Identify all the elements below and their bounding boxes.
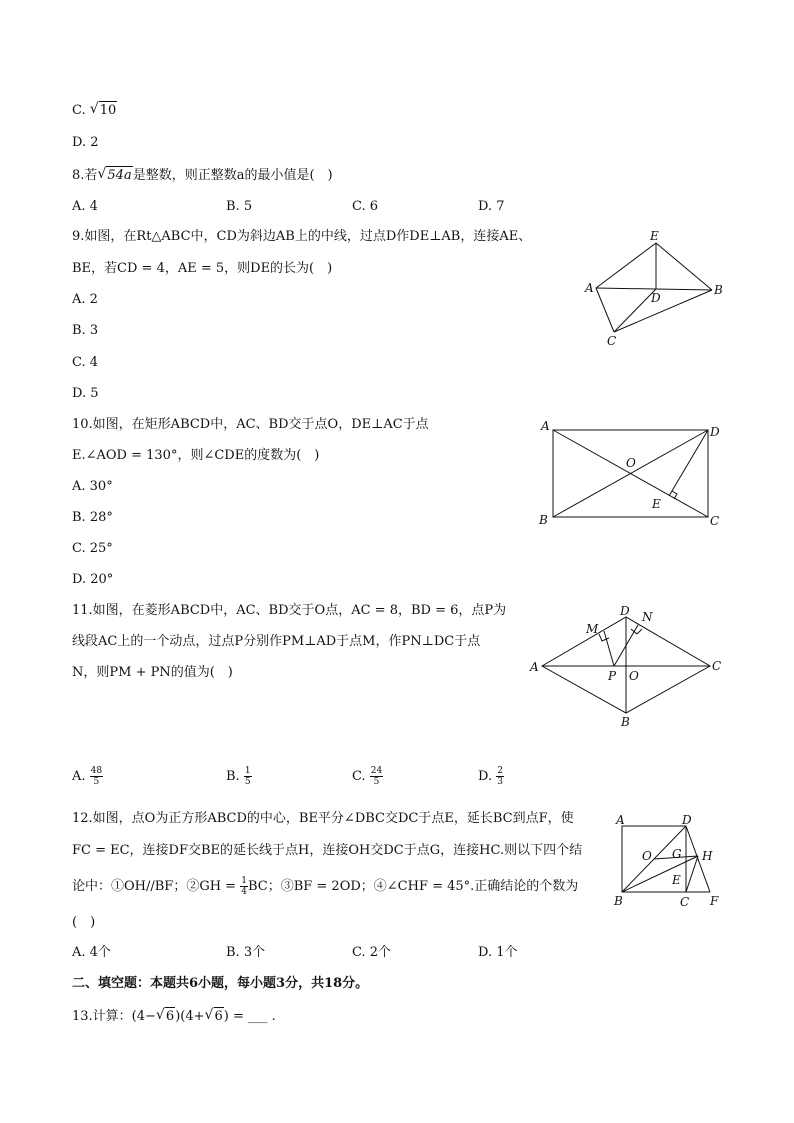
- sqrt-expression: √ 54a: [97, 166, 132, 183]
- segment-bh: [622, 856, 698, 892]
- option-label: D.: [478, 769, 493, 784]
- numerator: 1: [241, 876, 247, 886]
- q12-stem-line4: ( ): [72, 915, 96, 930]
- label-c: C: [712, 659, 722, 673]
- label-m: M: [586, 622, 599, 636]
- q9-option-d: D. 5: [72, 386, 99, 401]
- numerator: 24: [370, 766, 383, 776]
- q7-option-d: D. 2: [72, 135, 99, 150]
- label-c: C: [607, 334, 617, 348]
- label-e: E: [672, 873, 681, 887]
- q12-option-b: B. 3个: [226, 945, 266, 960]
- label-h: H: [702, 849, 713, 863]
- q10-option-d: D. 20°: [72, 572, 114, 587]
- segment-ae: [596, 243, 656, 288]
- q9-option-a: A. 2: [72, 292, 98, 307]
- label-c: C: [680, 895, 690, 909]
- option-label: C.: [352, 769, 366, 784]
- denominator: 5: [373, 777, 380, 787]
- q12-option-d: D. 1个: [478, 945, 518, 960]
- denominator: 3: [497, 777, 503, 787]
- label-a: A: [585, 281, 594, 295]
- label-a: A: [530, 660, 539, 674]
- label-o: O: [642, 849, 652, 863]
- q12-stem-line1: 12.如图，点O为正方形ABCD的中心，BE平分∠DBC交DC于点E，延长BC到点F，使: [72, 811, 574, 826]
- numerator: 1: [244, 766, 251, 776]
- label-d: D: [710, 425, 720, 439]
- q11-option-b: [226, 766, 252, 787]
- segment-cd: [614, 289, 656, 332]
- q10-stem-line1: 10.如图，在矩形ABCD中，AC、BD交于点O，DE⊥AC于点: [72, 417, 429, 432]
- q9-option-c: C. 4: [72, 355, 99, 370]
- segment-hc: [686, 856, 698, 892]
- label-c: C: [710, 514, 720, 528]
- q11-stem-line3: N，则PM + PN的值为( ): [72, 665, 233, 680]
- segment-pm: [604, 631, 614, 666]
- q10-figure: [536, 414, 726, 532]
- segment-de: [669, 430, 708, 496]
- q10-stem-line2: E.∠AOD = 130°，则∠CDE的度数为( ): [72, 448, 320, 463]
- label-o: O: [626, 456, 636, 470]
- q9-figure: [580, 228, 730, 348]
- q12-stem-line3: [72, 876, 578, 897]
- label-n: N: [642, 610, 653, 624]
- segment-cb: [614, 290, 712, 332]
- label-a: A: [616, 813, 625, 827]
- label-b: B: [714, 283, 723, 297]
- q11-stem-line2: 线段AC上的一个动点，过点P分别作PM⊥AD于点M，作PN⊥DC于点: [72, 634, 481, 649]
- q8-option-c: C. 6: [352, 199, 379, 214]
- numerator: 2: [497, 766, 503, 776]
- q9-stem-line1: 9.如图，在Rt△ABC中，CD为斜边AB上的中线，过点D作DE⊥AB，连接AE、: [72, 229, 532, 244]
- label-p: P: [608, 669, 617, 683]
- q11-option-d: [478, 766, 504, 787]
- denominator: 5: [244, 777, 251, 787]
- fraction: [370, 766, 383, 787]
- q12-line3-part-a: 论中：①OH//BF；②GH =: [72, 879, 237, 894]
- q8-option-d: D. 7: [478, 199, 505, 214]
- section-heading: 二、填空题：本题共6小题，每小题3分，共18分。: [72, 976, 369, 991]
- label-d: D: [682, 813, 692, 827]
- q8-suffix: 是整数，则正整数a的最小值是( ): [132, 168, 333, 183]
- label-a: A: [541, 419, 550, 433]
- q13-suffix: ) = ___ .: [223, 1009, 276, 1024]
- q13-mid: )(4+: [175, 1009, 205, 1024]
- option-label: A.: [72, 769, 86, 784]
- q10-option-b: B. 28°: [72, 510, 113, 525]
- sqrt-expression: √ 6: [155, 1007, 175, 1024]
- sqrt-expression: √ 10: [89, 101, 117, 118]
- q8-prefix: 8.若: [72, 168, 98, 183]
- q11-option-c: [352, 766, 383, 787]
- q9-option-b: B. 3: [72, 323, 99, 338]
- q13-prefix: 13.计算：(4−: [72, 1009, 156, 1024]
- q12-stem-line2: FC = EC，连接DF交BE的延长线于点H，连接OH交DC于点G，连接HC.则以下四个结: [72, 843, 583, 858]
- label-g: G: [672, 847, 682, 861]
- right-angle-mark: [672, 491, 677, 499]
- segment-eb: [656, 243, 712, 290]
- q7-option-c: [72, 101, 117, 120]
- q10-option-a: A. 30°: [72, 479, 113, 494]
- segment-ac: [596, 288, 614, 332]
- q12-line3-part-b: BC；③BF = 2OD；④∠CHF = 45°.正确结论的个数为: [247, 879, 579, 894]
- option-label: B.: [226, 769, 240, 784]
- label-d: D: [651, 291, 661, 305]
- q12-option-c: C. 2个: [352, 945, 392, 960]
- sqrt-expression: √ 6: [204, 1007, 223, 1024]
- denominator: 5: [93, 777, 100, 787]
- radicand: 6: [165, 1009, 175, 1024]
- right-angle-mark-m: [599, 634, 609, 641]
- q11-stem-line1: 11.如图，在菱形ABCD中，AC、BD交于O点，AC = 8，BD = 6，点P为: [72, 603, 507, 618]
- fraction: [240, 876, 248, 897]
- fraction: [244, 766, 252, 787]
- q8-option-a: A. 4: [72, 199, 98, 214]
- denominator: 4: [241, 887, 247, 897]
- label-b: B: [614, 894, 623, 908]
- label-e: E: [650, 229, 659, 243]
- fraction: [90, 766, 103, 787]
- numerator: 48: [90, 766, 103, 776]
- q9-stem-line2: BE，若CD = 4，AE = 5，则DE的长为( ): [72, 261, 333, 276]
- label-o: O: [629, 669, 639, 683]
- label-e: E: [652, 497, 661, 511]
- q8-option-b: B. 5: [226, 199, 253, 214]
- radicand: 6: [214, 1009, 223, 1024]
- q12-option-a: A. 4个: [72, 945, 111, 960]
- label-b: B: [539, 513, 548, 527]
- q8-stem: [72, 166, 333, 185]
- radicand: 10: [99, 103, 117, 118]
- q11-figure: [526, 600, 726, 730]
- fraction: [496, 766, 504, 787]
- q13-stem: [72, 1007, 276, 1026]
- radicand: 54a: [107, 168, 132, 183]
- label-f: F: [710, 894, 719, 908]
- option-label: C.: [72, 103, 86, 118]
- label-d: D: [620, 604, 630, 618]
- label-b: B: [621, 715, 630, 729]
- q10-option-c: C. 25°: [72, 541, 113, 556]
- q11-option-a: [72, 766, 103, 787]
- q12-figure: [610, 810, 730, 912]
- segment-ab: [596, 288, 712, 290]
